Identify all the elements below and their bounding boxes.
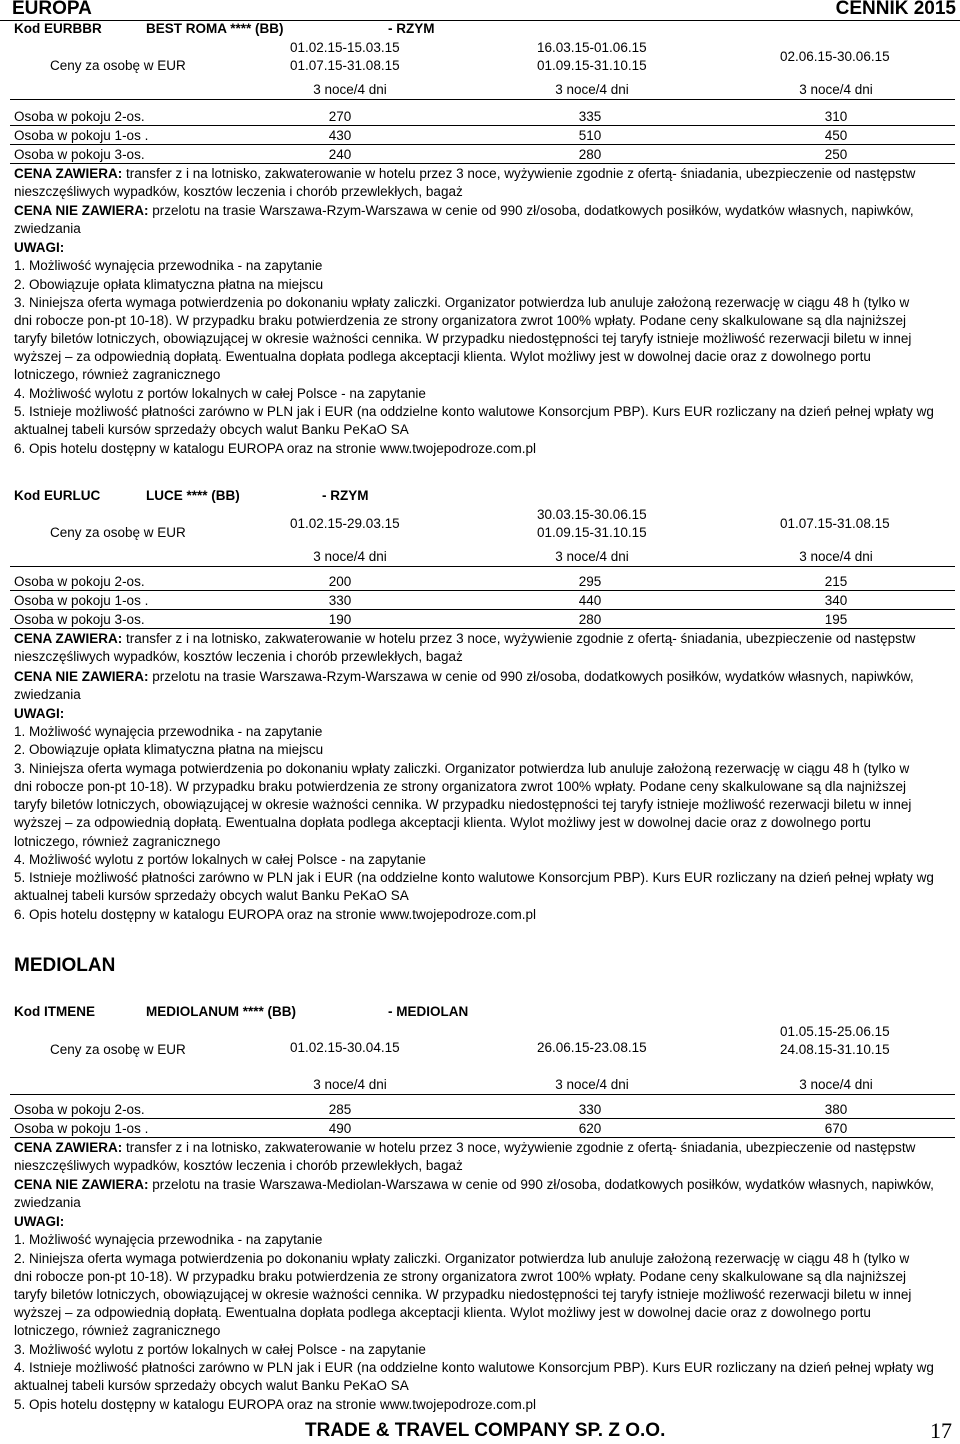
price-cell: 295 — [578, 574, 602, 589]
price-cell: 285 — [328, 1102, 352, 1117]
price-cell: 270 — [328, 109, 352, 124]
note-line: lotniczego, również zagranicznego — [14, 834, 221, 849]
note-line: 5. Istnieje możliwość płatności zarówno w PLN jak i EUR (na oddzielne konto walutowe Konsorcjum PBP). Kurs EUR rozliczany na dzień pełnej wpłaty wg — [14, 870, 934, 885]
row-label: Osoba w pokoju 2-os. — [14, 1102, 145, 1117]
note-line: 2. Obowiązuje opłata klimatyczna płatna na miejscu — [14, 742, 324, 757]
includes-line-2: nieszczęśliwych wypadków, kosztów leczenia i chorób przewlekłych, bagaż — [14, 649, 463, 664]
note-line: wyższej – za odpowiednią dopłatą. Ewentualna dopłata podlega akceptacji klienta. Wylot możliwy jest w dowolnej dacie oraz z dowolnego portu — [14, 349, 871, 364]
price-cell: 510 — [578, 128, 602, 143]
note-line: wyższej – za odpowiednią dopłatą. Ewentualna dopłata podlega akceptacji klienta. Wylot możliwy jest w dowolnej dacie oraz z dowolnego portu — [14, 1305, 871, 1320]
excludes-text: przelotu na trasie Warszawa-Mediolan-Warszawa w cenie od 990 zł/osoba, dodatkowych posiłków, wydatków własnych, napiwków, — [148, 1177, 934, 1192]
note-line: aktualnej tabeli kursów sprzedaży obcych walut Banku PeKaO SA — [14, 422, 409, 437]
row-label: Osoba w pokoju 2-os. — [14, 574, 145, 589]
note-line: 4. Istnieje możliwość płatności zarówno w PLN jak i EUR (na oddzielne konto walutowe Konsorcjum PBP). Kurs EUR rozliczany na dzień pełnej wpłaty wg — [14, 1360, 934, 1375]
note-line: taryfy biletów lotniczych, obowiązującej w okresie ważności cennika. W przypadku niedostępności tej taryfy istnieje możliwość rezerwacji biletu w innej — [14, 797, 912, 812]
duration-3: 3 noce/4 dni — [799, 549, 873, 564]
table-header-rule — [10, 99, 955, 100]
period-3-line-1: 01.07.15-31.08.15 — [780, 516, 890, 531]
hotel-destination: - RZYM — [388, 21, 435, 36]
period-1-line-1: 01.02.15-29.03.15 — [290, 516, 400, 531]
period-2-line-2: 01.09.15-31.10.15 — [537, 525, 647, 540]
period-1-line-1: 01.02.15-15.03.15 — [290, 40, 400, 55]
price-cell: 310 — [824, 109, 848, 124]
excludes-line-2: zwiedzania — [14, 221, 81, 236]
duration-2: 3 noce/4 dni — [555, 1077, 629, 1092]
note-line: aktualnej tabeli kursów sprzedaży obcych walut Banku PeKaO SA — [14, 888, 409, 903]
includes-text: transfer z i na lotnisko, zakwaterowanie w hotelu przez 3 noce, wyżywienie zgodnie z ofertą- śniadania, ubezpieczenie od następstw — [122, 1140, 916, 1155]
row-rule — [10, 163, 955, 164]
duration-1: 3 noce/4 dni — [313, 82, 387, 97]
row-rule — [10, 144, 955, 145]
note-line: lotniczego, również zagranicznego — [14, 1323, 221, 1338]
note-line: 3. Niniejsza oferta wymaga potwierdzenia po dokonaniu wpłaty zaliczki. Organizator potwierdza lub anuluje założoną rezerwację w ciągu 48 h (tylko w — [14, 761, 910, 776]
note-line: 2. Niniejsza oferta wymaga potwierdzenia po dokonaniu wpłaty zaliczki. Organizator potwierdza lub anuluje założoną rezerwację w ciągu 48 h (tylko w — [14, 1251, 910, 1266]
row-rule — [10, 590, 955, 591]
note-line: aktualnej tabeli kursów sprzedaży obcych walut Banku PeKaO SA — [14, 1378, 409, 1393]
price-cell: 440 — [578, 593, 602, 608]
city-title: MEDIOLAN — [14, 955, 116, 976]
duration-2: 3 noce/4 dni — [555, 82, 629, 97]
duration-1: 3 noce/4 dni — [313, 1077, 387, 1092]
price-cell: 240 — [328, 147, 352, 162]
includes-line-1 — [14, 1140, 915, 1156]
note-line: taryfy biletów lotniczych, obowiązującej w okresie ważności cennika. W przypadku niedostępności tej taryfy istnieje możliwość rezerwacji biletu w innej — [14, 1287, 912, 1302]
price-cell: 340 — [824, 593, 848, 608]
price-label: Ceny za osobę w EUR — [50, 1042, 186, 1057]
hotel-destination: - RZYM — [322, 488, 369, 503]
period-3-line-1: 01.05.15-25.06.15 — [780, 1024, 890, 1039]
excludes-line-2: zwiedzania — [14, 1195, 81, 1210]
hotel-code: Kod EURLUC — [14, 488, 101, 503]
row-rule — [10, 1137, 955, 1138]
includes-label: CENA ZAWIERA: — [14, 166, 123, 181]
includes-line-1 — [14, 166, 915, 182]
excludes-line-1 — [14, 203, 914, 219]
period-2-line-1: 30.03.15-30.06.15 — [537, 507, 647, 522]
notes-label: UWAGI: — [14, 1214, 65, 1229]
page-number: 17 — [930, 1418, 952, 1443]
period-1-line-1: 01.02.15-30.04.15 — [290, 1040, 400, 1055]
includes-text: transfer z i na lotnisko, zakwaterowanie w hotelu przez 3 noce, wyżywienie zgodnie z ofertą- śniadania, ubezpieczenie od następstw — [122, 631, 916, 646]
price-cell: 670 — [824, 1121, 848, 1136]
period-2-line-1: 26.06.15-23.08.15 — [537, 1040, 647, 1055]
price-label: Ceny za osobę w EUR — [50, 525, 186, 540]
note-line: 4. Możliwość wylotu z portów lokalnych w całej Polsce - na zapytanie — [14, 852, 426, 867]
hotel-code: Kod EURBBR — [14, 21, 102, 36]
price-cell: 335 — [578, 109, 602, 124]
price-cell: 430 — [328, 128, 352, 143]
price-cell: 215 — [824, 574, 848, 589]
price-cell: 190 — [328, 612, 352, 627]
note-line: dni robocze pon-pt 10-18). W przypadku braku potwierdzenia ze strony organizatora zwrot 100% wpłaty. Podane ceny skalkulowane są dla najniższej — [14, 779, 906, 794]
duration-3: 3 noce/4 dni — [799, 1077, 873, 1092]
price-cell: 620 — [578, 1121, 602, 1136]
excludes-label: CENA NIE ZAWIERA: — [14, 203, 149, 218]
row-label: Osoba w pokoju 3-os. — [14, 147, 145, 162]
note-line: 1. Możliwość wynajęcia przewodnika - na zapytanie — [14, 258, 323, 273]
period-2-line-1: 16.03.15-01.06.15 — [537, 40, 647, 55]
note-line: wyższej – za odpowiednią dopłatą. Ewentualna dopłata podlega akceptacji klienta. Wylot możliwy jest w dowolnej dacie oraz z dowolnego portu — [14, 815, 871, 830]
price-cell: 450 — [824, 128, 848, 143]
table-header-rule — [10, 1094, 955, 1095]
note-line: dni robocze pon-pt 10-18). W przypadku braku potwierdzenia ze strony organizatora zwrot 100% wpłaty. Podane ceny skalkulowane są dla najniższej — [14, 313, 906, 328]
price-cell: 380 — [824, 1102, 848, 1117]
note-line: dni robocze pon-pt 10-18). W przypadku braku potwierdzenia ze strony organizatora zwrot 100% wpłaty. Podane ceny skalkulowane są dla najniższej — [14, 1269, 906, 1284]
hotel-code: Kod ITMENE — [14, 1004, 95, 1019]
period-3-line-1: 02.06.15-30.06.15 — [780, 49, 890, 64]
note-line: 3. Niniejsza oferta wymaga potwierdzenia po dokonaniu wpłaty zaliczki. Organizator potwierdza lub anuluje założoną rezerwację w ciągu 48 h (tylko w — [14, 295, 910, 310]
includes-label: CENA ZAWIERA: — [14, 1140, 123, 1155]
hotel-name: BEST ROMA **** (BB) — [146, 21, 284, 36]
region-title: EUROPA — [12, 0, 92, 19]
company-name: TRADE & TRAVEL COMPANY SP. Z O.O. — [305, 1420, 666, 1441]
notes-label: UWAGI: — [14, 240, 65, 255]
excludes-label: CENA NIE ZAWIERA: — [14, 1177, 149, 1192]
price-cell: 330 — [578, 1102, 602, 1117]
excludes-label: CENA NIE ZAWIERA: — [14, 669, 149, 684]
excludes-line-1 — [14, 1177, 934, 1193]
duration-2: 3 noce/4 dni — [555, 549, 629, 564]
catalog-title: CENNIK 2015 — [835, 0, 956, 19]
price-cell: 250 — [824, 147, 848, 162]
row-rule — [10, 609, 955, 610]
note-line: taryfy biletów lotniczych, obowiązującej w okresie ważności cennika. W przypadku niedostępności tej taryfy istnieje możliwość rezerwacji biletu w innej — [14, 331, 912, 346]
note-line: 1. Możliwość wynajęcia przewodnika - na zapytanie — [14, 1232, 323, 1247]
row-label: Osoba w pokoju 2-os. — [14, 109, 145, 124]
row-label: Osoba w pokoju 1-os . — [14, 128, 149, 143]
excludes-line-2: zwiedzania — [14, 687, 81, 702]
price-cell: 330 — [328, 593, 352, 608]
includes-line-2: nieszczęśliwych wypadków, kosztów leczenia i chorób przewlekłych, bagaż — [14, 184, 463, 199]
period-2-line-2: 01.09.15-31.10.15 — [537, 58, 647, 73]
includes-line-1 — [14, 631, 915, 647]
period-3-line-2: 24.08.15-31.10.15 — [780, 1042, 890, 1057]
price-cell: 200 — [328, 574, 352, 589]
page-header — [0, 0, 960, 21]
excludes-text: przelotu na trasie Warszawa-Rzym-Warszawa w cenie od 990 zł/osoba, dodatkowych posiłków, wydatków własnych, napiwków, — [148, 669, 914, 684]
note-line: 1. Możliwość wynajęcia przewodnika - na zapytanie — [14, 724, 323, 739]
excludes-line-1 — [14, 669, 914, 685]
table-header-rule — [10, 566, 955, 567]
note-line: 3. Możliwość wylotu z portów lokalnych w całej Polsce - na zapytanie — [14, 1342, 426, 1357]
note-line: 4. Możliwość wylotu z portów lokalnych w całej Polsce - na zapytanie — [14, 386, 426, 401]
note-line: 6. Opis hotelu dostępny w katalogu EUROPA oraz na stronie www.twojepodroze.com.pl — [14, 907, 537, 922]
includes-text: transfer z i na lotnisko, zakwaterowanie w hotelu przez 3 noce, wyżywienie zgodnie z ofertą- śniadania, ubezpieczenie od następstw — [122, 166, 916, 181]
note-line: 6. Opis hotelu dostępny w katalogu EUROPA oraz na stronie www.twojepodroze.com.pl — [14, 441, 537, 456]
price-cell: 490 — [328, 1121, 352, 1136]
price-cell: 280 — [578, 147, 602, 162]
period-1-line-2: 01.07.15-31.08.15 — [290, 58, 400, 73]
duration-1: 3 noce/4 dni — [313, 549, 387, 564]
includes-label: CENA ZAWIERA: — [14, 631, 123, 646]
notes-label: UWAGI: — [14, 706, 65, 721]
hotel-destination: - MEDIOLAN — [388, 1004, 469, 1019]
price-cell: 280 — [578, 612, 602, 627]
row-rule — [10, 125, 955, 126]
hotel-name: MEDIOLANUM **** (BB) — [146, 1004, 296, 1019]
includes-line-2: nieszczęśliwych wypadków, kosztów leczenia i chorób przewlekłych, bagaż — [14, 1158, 463, 1173]
note-line: lotniczego, również zagranicznego — [14, 367, 221, 382]
row-label: Osoba w pokoju 3-os. — [14, 612, 145, 627]
row-label: Osoba w pokoju 1-os . — [14, 1121, 149, 1136]
row-rule — [10, 1118, 955, 1119]
excludes-text: przelotu na trasie Warszawa-Rzym-Warszawa w cenie od 990 zł/osoba, dodatkowych posiłków, wydatków własnych, napiwków, — [148, 203, 914, 218]
row-rule — [10, 628, 955, 629]
price-label: Ceny za osobę w EUR — [50, 58, 186, 73]
duration-3: 3 noce/4 dni — [799, 82, 873, 97]
note-line: 2. Obowiązuje opłata klimatyczna płatna na miejscu — [14, 277, 324, 292]
hotel-name: LUCE **** (BB) — [146, 488, 240, 503]
note-line: 5. Istnieje możliwość płatności zarówno w PLN jak i EUR (na oddzielne konto walutowe Konsorcjum PBP). Kurs EUR rozliczany na dzień pełnej wpłaty wg — [14, 404, 934, 419]
page-footer — [0, 1418, 960, 1442]
row-label: Osoba w pokoju 1-os . — [14, 593, 149, 608]
note-line: 5. Opis hotelu dostępny w katalogu EUROPA oraz na stronie www.twojepodroze.com.pl — [14, 1397, 537, 1412]
price-cell: 195 — [824, 612, 848, 627]
